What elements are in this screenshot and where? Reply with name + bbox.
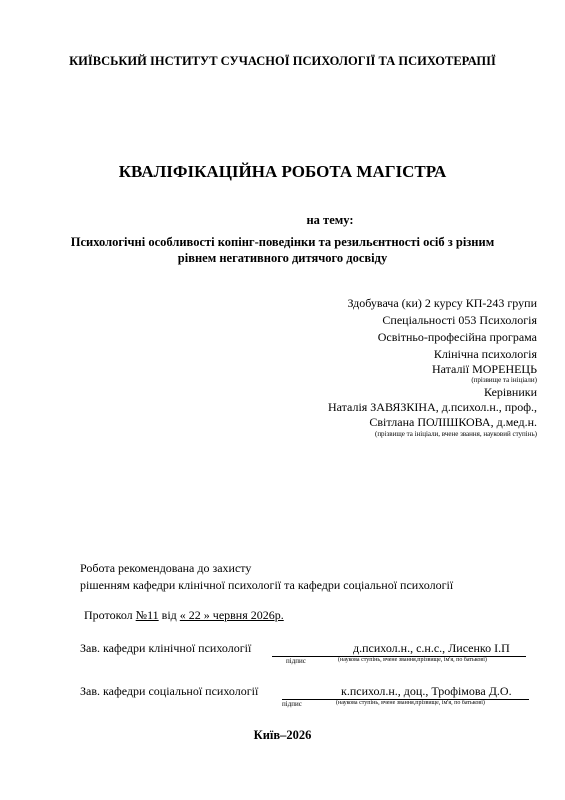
head1-sign-note: підпис: [286, 657, 306, 665]
topic-line-1: Психологічні особливості копінг-поведінки та резильєнтності осіб з різним: [70, 235, 495, 249]
author-line-1: Здобувача (ки) 2 курсу КП-243 групи: [347, 296, 537, 310]
city-year: Київ–2026: [253, 728, 312, 742]
head1-value: д.психол.н., с.н.с., Лисенко І.П: [353, 641, 510, 655]
head1-degree-note: (наукова ступінь, вчене звання,прізвище, ім'я, по батькові): [338, 657, 487, 663]
institute-title: КИЇВСЬКИЙ ІНСТИТУТ СУЧАСНОЇ ПСИХОЛОГІЇ ТА ПСИХОТЕРАПІЇ: [69, 54, 496, 68]
recommendation-line-2: рішенням кафедри клінічної психології та кафедри соціальної психології: [80, 578, 454, 592]
protocol-date: « 22 » червня 2026р.: [179, 608, 284, 622]
head2-degree-note: (наукова ступінь, вчене звання,прізвище, ім'я, по батькові): [336, 700, 485, 706]
supervisor-1: Наталія ЗАВЯЗКІНА, д.психол.н., проф.,: [327, 400, 537, 414]
head1-label: Зав. кафедри клінічної психології: [80, 641, 252, 655]
supervisors-note: (прізвище та ініціали, вчене звання, науковий ступінь): [374, 430, 537, 438]
author-line-2: Спеціальності 053 Психологія: [382, 313, 537, 327]
author-line-3: Освітньо-професійна програма: [377, 330, 537, 344]
topic-label: на тему:: [306, 213, 354, 227]
work-type-title: КВАЛІФІКАЦІЙНА РОБОТА МАГІСТРА: [118, 162, 447, 181]
protocol-prefix: Протокол: [84, 608, 136, 622]
protocol-number: №11: [135, 608, 159, 622]
author-name: Наталії МОРЕНЕЦЬ: [431, 362, 537, 376]
topic-line-2: рівнем негативного дитячого досвіду: [177, 251, 388, 265]
recommendation-line-1: Робота рекомендована до захисту: [80, 561, 252, 575]
supervisors-label: Керівники: [484, 385, 537, 399]
protocol-from: від: [158, 608, 180, 622]
author-line-4: Клінічна психологія: [433, 347, 537, 361]
head2-value: к.психол.н., доц., Трофімова Д.О.: [341, 684, 512, 698]
author-name-note: (прізвище та ініціали): [471, 376, 537, 384]
supervisor-2: Світлана ПОЛІШКОВА, д.мед.н.: [369, 415, 537, 429]
head2-sign-note: підпис: [282, 700, 302, 708]
head2-label: Зав. кафедри соціальної психології: [80, 684, 259, 698]
protocol-line: [84, 608, 284, 623]
